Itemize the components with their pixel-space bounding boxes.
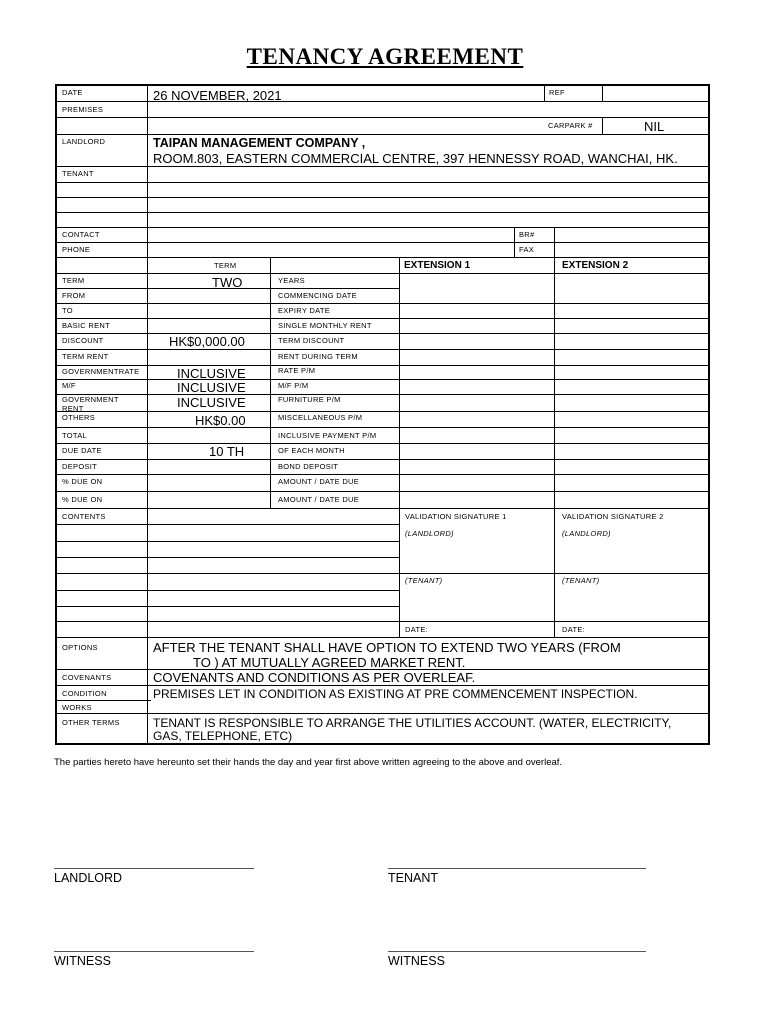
term-header: TERM [214, 261, 237, 270]
rent-during-term-label: RENT DURING TERM [278, 352, 358, 361]
date-value[interactable]: 26 NOVEMBER, 2021 [153, 88, 282, 103]
landlord-label: LANDLORD [62, 137, 106, 146]
due-on-label-1: % DUE ON [62, 477, 103, 486]
ref-label: REF [549, 88, 565, 97]
validation-date-2: DATE: [562, 625, 586, 634]
carpark-value[interactable]: NIL [644, 119, 665, 134]
term-discount-label: TERM DISCOUNT [278, 336, 345, 345]
others-label: OTHERS [62, 413, 96, 422]
works-label: WORKS [62, 703, 92, 712]
amount-date-due-label-2: AMOUNT / DATE DUE [278, 495, 360, 504]
options-label: OPTIONS [62, 643, 98, 652]
witness-1-label: WITNESS [54, 954, 111, 968]
landlord-address[interactable]: ROOM.803, EASTERN COMMERCIAL CENTRE, 397 HENNESSY ROAD, WANCHAI, HK. [153, 151, 678, 166]
witness-2-label: WITNESS [388, 954, 445, 968]
validation-landlord-1: (LANDLORD) [405, 529, 454, 538]
rent-label: RENT [62, 404, 84, 413]
government-rate-value[interactable]: INCLUSIVE [177, 366, 246, 381]
other-terms-text[interactable]: TENANT IS RESPONSIBLE TO ARRANGE THE UTILITIES ACCOUNT. (WATER, ELECTRICITY, GAS, TELEPHONE, ETC) [153, 716, 672, 743]
tenant-label: TENANT [62, 169, 94, 178]
landlord-signature-line[interactable] [54, 868, 254, 869]
validation-landlord-2: (LANDLORD) [562, 529, 611, 538]
government-label: GOVERNMENT [62, 395, 119, 404]
other-terms-label: OTHER TERMS [62, 718, 120, 727]
br-label: BR# [519, 230, 535, 239]
single-monthly-rent-label: SINGLE MONTHLY RENT [278, 321, 372, 330]
witness-1-signature-line[interactable] [54, 951, 254, 952]
mf-value[interactable]: INCLUSIVE [177, 380, 246, 395]
date-label: DATE [62, 88, 83, 97]
validation-tenant-1: (TENANT) [405, 576, 443, 585]
tenant-signature-label: TENANT [388, 871, 438, 885]
validation-signature-2-label: VALIDATION SIGNATURE 2 [562, 512, 664, 521]
premises-label: PREMISES [62, 105, 104, 114]
contact-label: CONTACT [62, 230, 100, 239]
furniture-pm-label: FURNITURE P/M [278, 395, 341, 404]
condition-label: CONDITION [62, 689, 107, 698]
options-text-line2[interactable]: TO ) AT MUTUALLY AGREED MARKET RENT. [193, 655, 466, 670]
expiry-date-label: EXPIRY DATE [278, 306, 331, 315]
due-date-value[interactable]: 10 TH [209, 444, 245, 459]
mf-pm-label: M/F P/M [278, 381, 309, 390]
extension-1-header: EXTENSION 1 [404, 260, 471, 271]
validation-tenant-2: (TENANT) [562, 576, 600, 585]
phone-label: PHONE [62, 245, 91, 254]
discount-label: DISCOUNT [62, 336, 104, 345]
total-label: TOTAL [62, 431, 87, 440]
inclusive-payment-label: INCLUSIVE PAYMENT P/M [278, 431, 377, 440]
document-title: TENANCY AGREEMENT [246, 44, 524, 69]
of-each-month-label: OF EACH MONTH [278, 446, 345, 455]
mf-label: M/F [62, 381, 76, 390]
bond-deposit-label: BOND DEPOSIT [278, 462, 339, 471]
covenants-text[interactable]: COVENANTS AND CONDITIONS AS PER OVERLEAF. [153, 670, 476, 685]
condition-text[interactable]: PREMISES LET IN CONDITION AS EXISTING AT PRE COMMENCEMENT INSPECTION. [153, 687, 638, 701]
miscellaneous-pm-label: MISCELLANEOUS P/M [278, 413, 363, 422]
commencing-date-label: COMMENCING DATE [278, 291, 357, 300]
due-on-label-2: % DUE ON [62, 495, 103, 504]
term-rent-label: TERM RENT [62, 352, 109, 361]
discount-value[interactable]: HK$0,000.00 [169, 334, 245, 349]
term-value[interactable]: TWO [212, 275, 243, 290]
landlord-name[interactable]: TAIPAN MANAGEMENT COMPANY , [153, 136, 366, 150]
fax-label: FAX [519, 245, 535, 254]
carpark-label: CARPARK # [548, 121, 593, 130]
basic-rent-label: BASIC RENT [62, 321, 111, 330]
contents-label: CONTENTS [62, 512, 106, 521]
government-rate-label: GOVERNMENTRATE [62, 367, 140, 376]
deposit-label: DEPOSIT [62, 462, 98, 471]
due-date-label: DUE DATE [62, 446, 102, 455]
extension-2-header: EXTENSION 2 [562, 260, 629, 271]
from-label: FROM [62, 291, 86, 300]
rate-pm-label: RATE P/M [278, 366, 316, 375]
term-row-label: TERM [62, 276, 85, 285]
covenants-label: COVENANTS [62, 673, 112, 682]
options-text-line1[interactable]: AFTER THE TENANT SHALL HAVE OPTION TO EXTEND TWO YEARS (FROM [153, 640, 621, 655]
agreement-statement: The parties hereto have hereunto set their hands the day and year first above written agreeing to the above and overleaf. [54, 757, 563, 768]
to-label: TO [62, 306, 73, 315]
tenant-signature-line[interactable] [388, 868, 646, 869]
others-value[interactable]: HK$0.00 [195, 413, 246, 428]
landlord-signature-label: LANDLORD [54, 871, 123, 885]
validation-date-1: DATE: [405, 625, 429, 634]
amount-date-due-label-1: AMOUNT / DATE DUE [278, 477, 360, 486]
witness-2-signature-line[interactable] [388, 951, 646, 952]
years-label: YEARS [278, 276, 305, 285]
validation-signature-1-label: VALIDATION SIGNATURE 1 [405, 512, 507, 521]
government-rent-value[interactable]: INCLUSIVE [177, 395, 246, 410]
